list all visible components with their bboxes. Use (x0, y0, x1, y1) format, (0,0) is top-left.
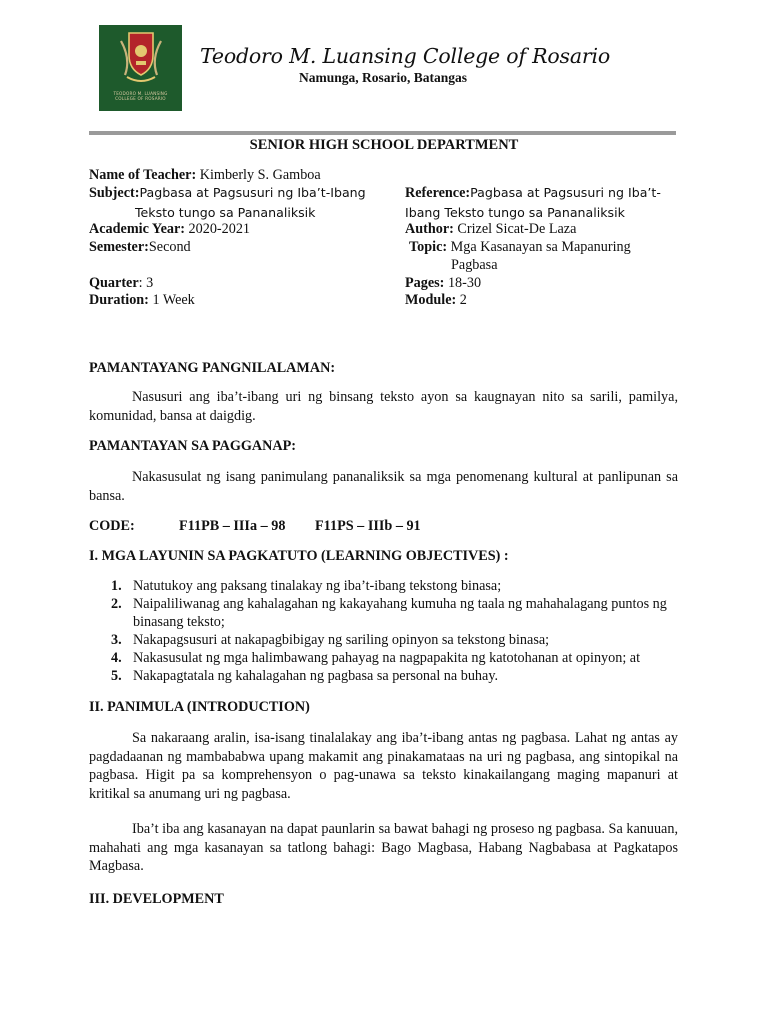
subject-label: Subject: (89, 185, 140, 201)
list-item (89, 577, 678, 595)
content-standard-heading: PAMANTAYANG PANGNILALAMAN: (89, 360, 336, 376)
department-title: SENIOR HIGH SCHOOL DEPARTMENT (249, 137, 519, 153)
objectives-list (89, 577, 678, 685)
header-divider (89, 131, 676, 135)
reference-value-line2: Ibang Teksto tungo sa Pananaliksik (405, 205, 625, 220)
list-item-number: 1. (111, 578, 122, 594)
performance-standard-text: Nakasusulat ng isang panimulang pananaliksik sa mga penomenang kultural at panlipunan sa bansa. (89, 469, 678, 504)
author-row (405, 221, 576, 238)
list-item (89, 595, 678, 631)
code-value-1: F11PB – IIIa – 98 (179, 518, 286, 534)
teacher-label: Name of Teacher: (89, 167, 197, 183)
pages-row (405, 275, 481, 292)
module-label: Module: (405, 292, 457, 308)
reference-label: Reference: (405, 185, 471, 201)
development-heading: III. DEVELOPMENT (89, 891, 224, 907)
subject-value-line2: Teksto tungo sa Pananaliksik (135, 205, 316, 220)
list-item-number: 3. (111, 632, 122, 648)
list-item-number: 5. (111, 668, 122, 684)
author-label: Author: (405, 221, 454, 237)
topic-value-line1: Mga Kasanayan sa Mapanuring (447, 239, 631, 255)
objectives-heading: I. MGA LAYUNIN SA PAGKATUTO (LEARNING OBJECTIVES) : (89, 548, 509, 564)
year-label: Academic Year: (89, 221, 185, 237)
duration-row (89, 292, 195, 309)
shield-crest-icon (117, 29, 165, 89)
topic-value-line2: Pagbasa (451, 257, 498, 273)
module-row (405, 292, 467, 309)
introduction-heading: II. PANIMULA (INTRODUCTION) (89, 699, 310, 715)
code-label: CODE: (89, 518, 135, 534)
year-value: 2020-2021 (185, 221, 251, 237)
reference-value-line1: Pagbasa at Pagsusuri ng Iba’t- (470, 185, 661, 200)
college-address: Namunga, Rosario, Batangas (299, 70, 468, 85)
year-row (89, 221, 250, 238)
college-logo (99, 25, 182, 111)
topic-row (409, 239, 631, 256)
list-item-text: Natutukoy ang paksang tinalakay ng iba’t-ibang tekstong binasa; (133, 578, 502, 594)
teacher-row (89, 167, 321, 184)
subject-row (89, 185, 366, 202)
teacher-value: Kimberly S. Gamboa (196, 167, 321, 183)
semester-value: Second (148, 239, 191, 255)
topic-label: Topic: (409, 239, 448, 255)
reference-row (405, 185, 661, 202)
pages-label: Pages: (405, 275, 445, 291)
code-value-2: F11PS – IIIb – 91 (315, 518, 421, 534)
list-item (89, 631, 678, 649)
list-item-text: Nakapagsusuri at nakapagbibigay ng sariling opinyon sa tekstong binasa; (133, 632, 550, 648)
logo-caption-line1: TEODORO M. LUANSING (113, 91, 168, 96)
subject-value-line1: Pagbasa at Pagsusuri ng Iba’t-Ibang (139, 185, 366, 200)
module-value: 2 (456, 292, 467, 308)
pages-value: 18-30 (444, 275, 482, 291)
introduction-paragraph-2: Iba’t iba ang kasanayan na dapat paunlarin sa bawat bahagi ng proseso ng pagbasa. Sa kanuuan, mahahati ang mga kasanayan sa tatlong bahagi: Bago Magbasa, Habang Nagbabasa at Pagkatapos Magbasa. (89, 821, 678, 874)
list-item-number: 4. (111, 650, 122, 666)
duration-label: Duration: (89, 292, 149, 308)
list-item-text: Naipaliliwanag ang kahalagahan ng kakayahang kumuha ng taala ng mahahalagang puntos ng binasang teksto; (133, 596, 667, 630)
semester-row (89, 239, 191, 256)
content-standard-text: Nasusuri ang iba’t-ibang uri ng binsang teksto ayon sa kaugnayan nito sa sarili, pamilya, komunidad, bansa at daigdig. (89, 389, 678, 424)
performance-standard-heading: PAMANTAYAN SA PAGGANAP: (89, 438, 297, 454)
list-item-number: 2. (111, 596, 122, 612)
quarter-row (89, 275, 153, 292)
quarter-value: : 3 (138, 275, 154, 291)
list-item-text: Nakasusulat ng mga halimbawang pahayag na nagpapakita ng katotohanan at opinyon; at (133, 650, 641, 666)
quarter-label: Quarter (89, 275, 139, 291)
duration-value: 1 Week (148, 292, 195, 308)
list-item-text: Nakapagtatala ng kahalagahan ng pagbasa sa personal na buhay. (133, 668, 499, 684)
college-name: Teodoro M. Luansing College of Rosario (200, 44, 610, 68)
list-item (89, 667, 678, 685)
logo-caption-line2: COLLEGE OF ROSARIO (115, 96, 166, 101)
author-value: Crizel Sicat-De Laza (453, 221, 577, 237)
list-item (89, 649, 678, 667)
semester-label: Semester: (89, 239, 149, 255)
introduction-paragraph-1: Sa nakaraang aralin, isa-isang tinalalakay ang iba’t-ibang antas ng pagbasa. Lahat ng antas ay pagdadaanan ng mambababwa upang makamit ang pinakamataas na uri ng pagbasa, ang sintopikal na pagbasa. Higit pa sa komprehensyon o pag-unawa sa teksto kinakailangang maging mapanuri at kritikal sa anumang uri ng pagbasa. (89, 730, 678, 802)
